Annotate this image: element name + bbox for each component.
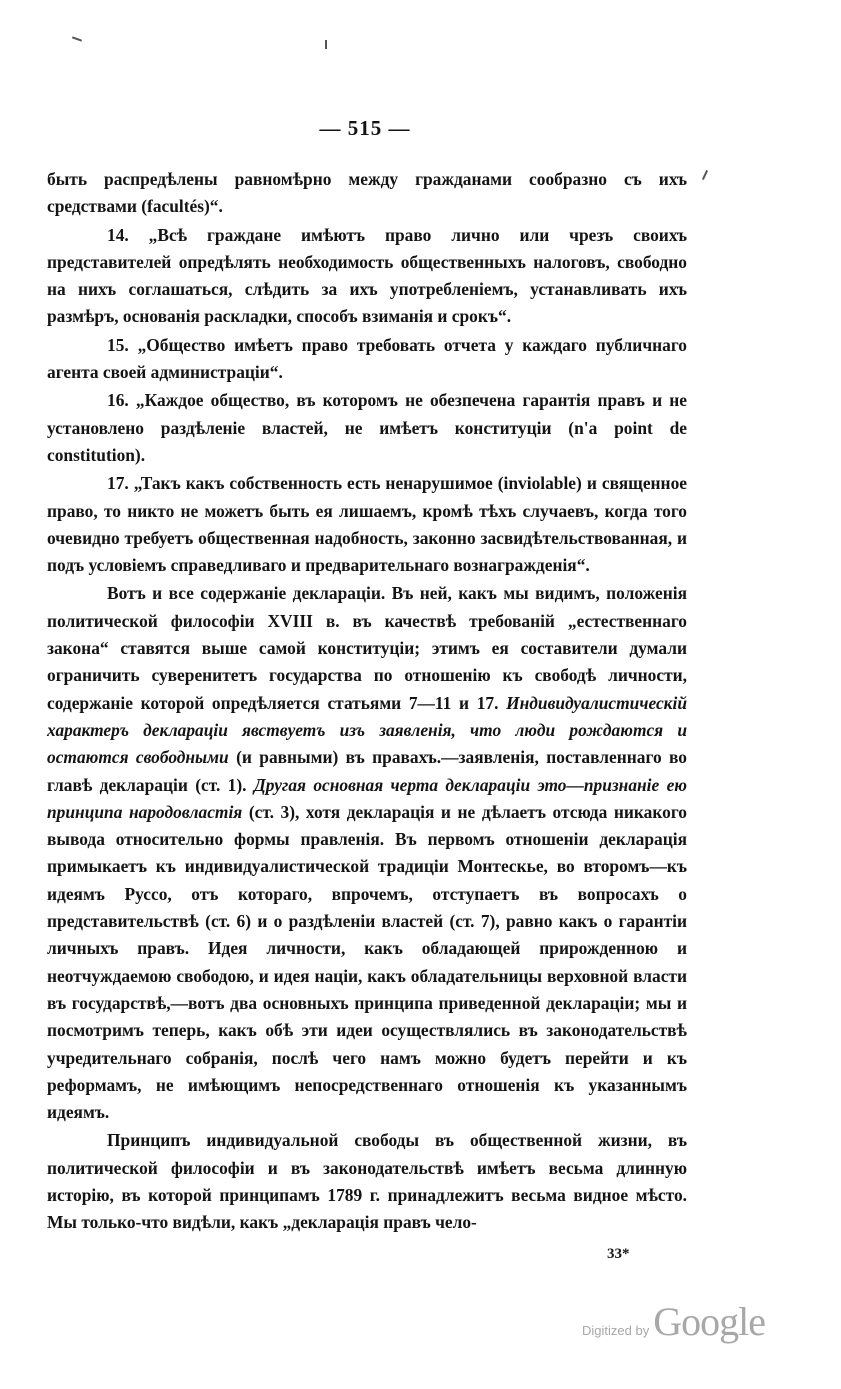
paragraph (47, 387, 687, 469)
paragraph-text: 17. „Такъ какъ собственность есть ненарушимое (inviolable) и священное право, то никто не можетъ быть ея лишаемъ, кромѣ тѣхъ случаевъ, когда того очевидно требуетъ общественная надобность, законно засвидѣтельствованная, и подъ условіемъ справедливаго и предварительнаго вознагражденія“. (47, 473, 687, 576)
paragraph (47, 222, 687, 331)
paragraph (47, 166, 687, 221)
paragraph-text: 15. „Общество имѣетъ право требовать отчета у каждаго публичнаго агента своей администраціи“. (47, 334, 687, 383)
paragraph (47, 580, 687, 1126)
text-body (47, 166, 687, 1238)
paragraph (47, 332, 687, 387)
google-logo: Google (653, 1299, 765, 1344)
paragraph-text: быть распредѣлены равномѣрно между гражданами сообразно съ ихъ средствами (facultés)“. (47, 169, 687, 217)
paragraph-text: (и равными) въ правахъ.—заявленія, поставленнаго во главѣ деклараціи (ст. 1). (47, 747, 687, 795)
paragraph (47, 470, 687, 579)
italic-emphasis: Другая основная черта деклараціи это—признаніе ею принципа народовластія (47, 774, 687, 822)
paragraph-text: (ст. 3), хотя декларація и не дѣлаетъ отсюда никакого вывода относительно формы правленія. Въ первомъ отношеніи декларація примыкаетъ къ индивидуалистической традиціи Монтескье, во второмъ—къ идеямъ Руссо, отъ котораго, впрочемъ, отступаетъ въ вопросахъ о представительствѣ (ст. 6) и о раздѣленіи властей (ст. 7), равно какъ о гарантіи личныхъ правъ. Идея личности, какъ обладающей прирожденною и неотчуждаемою свободою, и идея націи, какъ обладательницы верховной власти въ государствѣ,—вотъ два основныхъ принципа приведенной деклараціи; мы и посмотримъ теперь, какъ обѣ эти идеи осуществлялись въ законодательствѣ учредительнаго собранія, послѣ чего намъ можно будетъ перейти и къ реформамъ, не имѣющимъ непосредственнаго отношенія къ указаннымъ идеямъ. (47, 801, 687, 1123)
paragraph-text: 16. „Каждое общество, въ которомъ не обезпечена гарантія правъ и не установлено раздѣленіе властей, не имѣетъ конституціи (n'a point de constitution). (47, 390, 687, 465)
paragraph-text: 14. „Всѣ граждане имѣютъ право лично или чрезъ своихъ представителей опредѣлять необходимость общественныхъ налоговъ, свободно на нихъ соглашаться, слѣдить за ихъ употребленіемъ, устанавливать ихъ размѣръ, основанія раскладки, способъ взиманія и срокъ“. (47, 224, 687, 327)
paragraph-text: Вотъ и все содержаніе деклараціи. Въ ней, какъ мы видимъ, положенія политической философіи XVIII в. въ качествѣ требованій „естественнаго закона“ ставятся выше самой конституціи; этимъ ея составители думали ограничить суверенитетъ государства по отношенію къ свободѣ личности, содержаніе которой опредѣляется статьями 7—11 и 17. (47, 583, 687, 713)
digitized-watermark (582, 1298, 765, 1345)
paragraph (47, 1127, 687, 1236)
scan-speck (325, 40, 327, 49)
page-number: — 515 — (319, 116, 411, 140)
scan-speck (702, 170, 708, 180)
scan-speck (72, 36, 82, 41)
italic-emphasis: Индивидуалистическій характеръ деклараціи явствуетъ изъ заявленія, что люди рождаются и остаются свободными (47, 692, 687, 768)
paragraph-text: Принципъ индивидуальной свободы въ общественной жизни, въ политической философіи и въ законодательствѣ имѣетъ весьма длинную исторію, въ которой принципамъ 1789 г. принадлежитъ весьма видное мѣсто. Мы только-что видѣли, какъ „декларація правъ чело- (47, 1130, 687, 1233)
watermark-prefix: Digitized by (582, 1323, 650, 1338)
signature-mark: 33* (607, 1246, 630, 1262)
